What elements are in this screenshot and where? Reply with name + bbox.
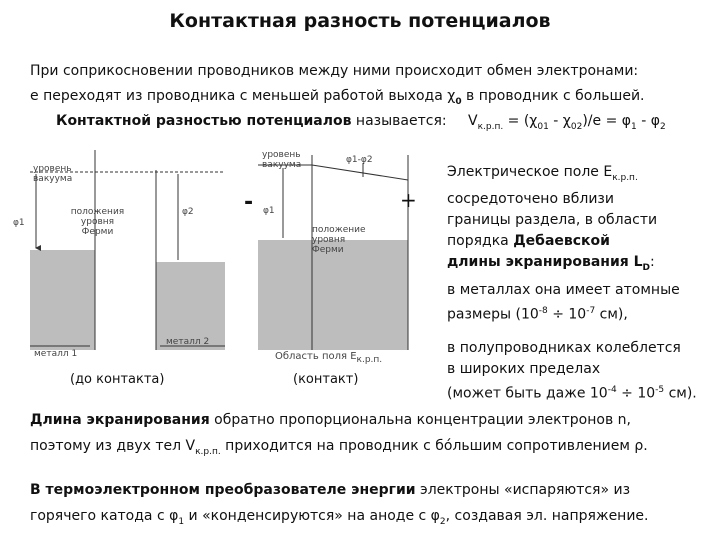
- caption-contact: (контакт): [293, 372, 359, 387]
- bottom-line-1: Длина экранирования обратно пропорциональна концентрации электронов n,: [30, 412, 631, 428]
- field-region-label: Область поля $Е_{к.р.п.}$: [275, 351, 383, 365]
- bottom-line-4: горячего катода с $\varphi_1$ и «конденсируются» на аноде с $\varphi_2$, создавая эл. напряжение.: [30, 508, 649, 527]
- kcp-formula: $V_{к.р.п.} = (\chi_{01} - \chi_{02})/e = \varphi_1 - \varphi_2$: [468, 113, 666, 132]
- fermi-level-label-right: положение уровня Ферми: [312, 225, 366, 255]
- field-description: Электрическое поле $Е_{к.р.п.}$ сосредоточено вблизи границы раздела, в области порядка Дебаевской длины экранирования $L_D$:: [447, 164, 658, 273]
- phi-label-right: φ1: [263, 206, 275, 216]
- metal1-band: [30, 250, 95, 350]
- page-title: Контактная разность потенциалов: [169, 10, 551, 32]
- minus-sign: -: [244, 190, 254, 215]
- metals-description: в металлах она имеет атомные размеры ($10^{-8} \div 10^{-7}$ см),: [447, 282, 680, 323]
- plus-sign: +: [400, 188, 417, 212]
- vacuum-level-label-left: уровень вакуума: [33, 164, 73, 184]
- fermi-level-label-left: положения уровня Ферми: [70, 207, 125, 237]
- intro-line-2: e переходят из проводника с меньшей работой выхода $\chi_0$ в проводник с большей.: [30, 88, 645, 107]
- semiconductors-description: в полупроводниках колеблется в широких пределах (может быть даже $10^{-4} \div 10^{-5}$ см).: [447, 340, 697, 402]
- phi1-label-left: φ1: [13, 218, 25, 228]
- vacuum-level-label-right: уровень вакуума: [262, 150, 302, 170]
- bottom-line-2: поэтому из двух тел $V_{к.р.п.}$ приходится на проводник с бо́льшим сопротивлением ρ.: [30, 438, 648, 457]
- metal2-label: металл 2: [166, 337, 210, 347]
- metal1-label: металл 1: [34, 349, 78, 359]
- bottom-line-3: В термоэлектронном преобразователе энергии электроны «испаряются» из: [30, 482, 631, 498]
- metal1-band-contact: [258, 240, 312, 350]
- caption-before-contact: (до контакта): [70, 372, 165, 387]
- definition-line: Контактной разностью потенциалов называется:: [56, 113, 447, 129]
- metal2-band-contact: [312, 240, 408, 350]
- phi-diff-label: φ1-φ2: [346, 155, 373, 165]
- phi2-label-left: φ2: [182, 207, 194, 217]
- intro-line-1: При соприкосновении проводников между ними происходит обмен электронами:: [30, 63, 639, 79]
